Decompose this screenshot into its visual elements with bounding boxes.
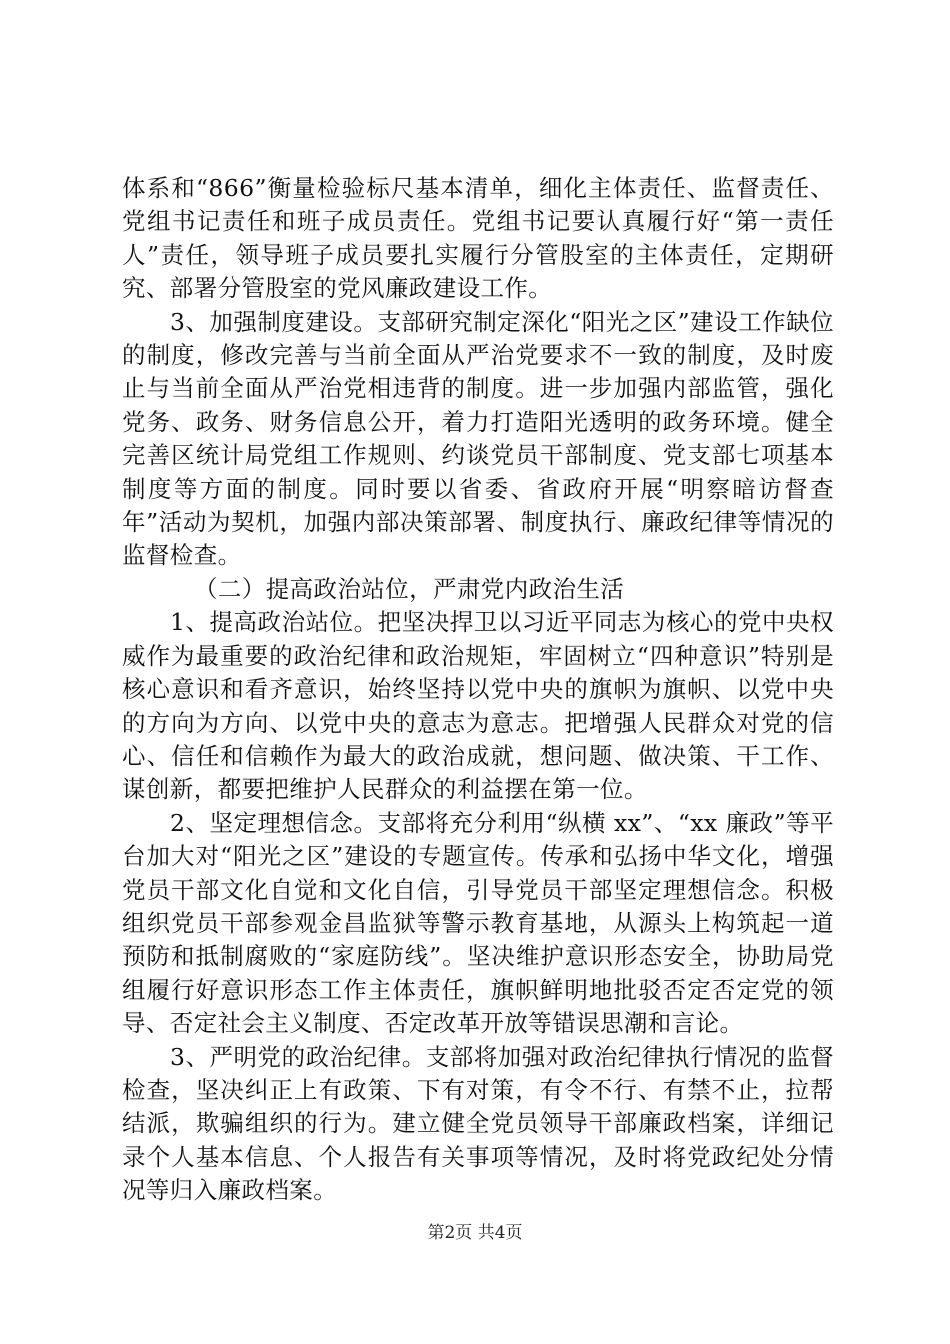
page-footer: 第2页 共4页 [427,1223,523,1243]
section-heading: （二）提高政治站位，严肃党内政治生活 [194,574,625,603]
paragraph-system-building: 3、加强制度建设。支部研究制定深化“阳光之区”建设工作缺位的制度，修改完善与当前全面从严治党要求不一致的制度，及时废止与当前全面从严治党相违背的制度。进一步加强内部监管，强化党务、政务、财务信息公开，着力打造阳光透明的政务环境。健全完善区统计局党组工作规则、约谈党员干部制度、党支部七项基本制度等方面的制度。同时要以省委、省政府开展“明察暗访督查年”活动为契机，加强内部决策部署、制度执行、廉政纪律等情况的监督检查。 [122,307,834,570]
document-body [122,172,834,1208]
paragraph-ideals-beliefs: 2、坚定理想信念。支部将充分利用“纵横 xx”、“xx 廉政”等平台加大对“阳光之区”建设的专题宣传。传承和弘扬中华文化，增强党员干部文化自觉和文化自信，引导党员干部坚定理想信念。积极组织党员干部参观金昌监狱等警示教育基地，从源头上构筑起一道预防和抵制腐败的“家庭防线”。坚决维护意识形态安全，协助局党组履行好意识形态工作主体责任，旗帜鲜明地批驳否定否定党的领导、否定社会主义制度、否定改革开放等错误思潮和言论。 [122,808,834,1038]
paragraph-continuation: 体系和“866”衡量检验标尺基本清单，细化主体责任、监督责任、党组书记责任和班子成员责任。党组书记要认真履行好“第一责任人”责任，领导班子成员要扎实履行分管股室的主体责任，定期研究、部署分管股室的党风廉政建设工作。 [122,174,834,303]
paragraph-political-stance: 1、提高政治站位。把坚决捍卫以习近平同志为核心的党中央权威作为最重要的政治纪律和政治规矩，牢固树立“四种意识”特别是核心意识和看齐意识，始终坚持以党中央的旗帜为旗帜、以党中央的方向为方向、以党中央的意志为意志。把增强人民群众对党的信心、信任和信赖作为最大的政治成就，想问题、做决策、干工作、谋创新，都要把维护人民群众的利益摆在第一位。 [122,608,834,804]
paragraph-political-discipline: 3、严明党的政治纪律。支部将加强对政治纪律执行情况的监督检查，坚决纠正上有政策、下有对策，有令不行、有禁不止，拉帮结派，欺骗组织的行为。建立健全党员领导干部廉政档案，详细记录个人基本信息、个人报告有关事项等情况，及时将党政纪处分情况等归入廉政档案。 [122,1042,834,1205]
